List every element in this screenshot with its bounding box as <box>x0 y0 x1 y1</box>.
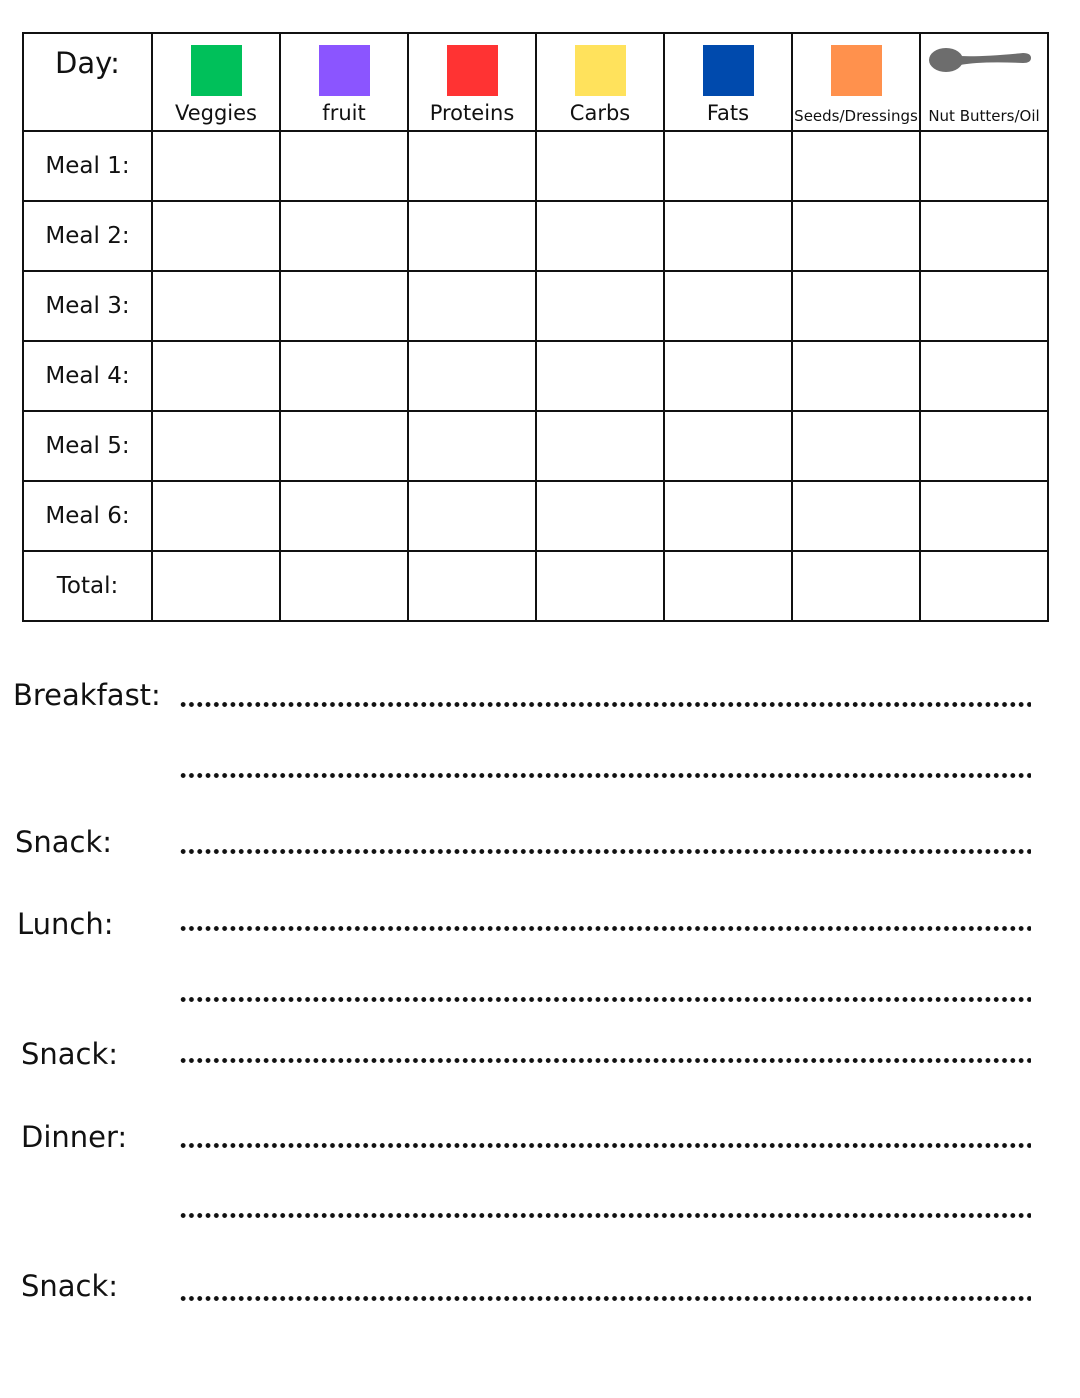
total-cell[interactable] <box>152 551 280 621</box>
snack-label: Snack: <box>21 1269 119 1303</box>
snack-label: Snack: <box>21 1037 119 1071</box>
table-row <box>23 341 1048 411</box>
row-label: Meal 6: <box>23 481 152 551</box>
entry-cell[interactable] <box>792 481 920 551</box>
snack-label: Snack: <box>15 825 113 859</box>
entry-cell[interactable] <box>280 131 408 201</box>
lunch-label: Lunch: <box>17 907 114 941</box>
entry-cell[interactable] <box>280 341 408 411</box>
category-label: Nut Butters/Oil <box>928 107 1040 125</box>
table-row <box>23 411 1048 481</box>
day-cell[interactable] <box>23 33 152 131</box>
snack-line[interactable] <box>179 1058 1031 1063</box>
entry-cell[interactable] <box>664 271 792 341</box>
entry-cell[interactable] <box>792 271 920 341</box>
breakfast-line-2[interactable] <box>179 773 1031 778</box>
entry-cell[interactable] <box>408 341 536 411</box>
entry-cell[interactable] <box>280 411 408 481</box>
table-row <box>23 271 1048 341</box>
total-cell[interactable] <box>536 551 664 621</box>
entry-cell[interactable] <box>408 131 536 201</box>
entry-cell[interactable] <box>152 341 280 411</box>
entry-cell[interactable] <box>280 481 408 551</box>
breakfast-line-1[interactable] <box>179 702 1031 707</box>
entry-cell[interactable] <box>920 411 1048 481</box>
entry-cell[interactable] <box>536 131 664 201</box>
entry-cell[interactable] <box>152 271 280 341</box>
entry-cell[interactable] <box>664 411 792 481</box>
entry-cell[interactable] <box>408 271 536 341</box>
row-label: Total: <box>23 551 152 621</box>
entry-cell[interactable] <box>792 131 920 201</box>
category-fats <box>664 33 792 131</box>
table-row <box>23 481 1048 551</box>
total-cell[interactable] <box>920 551 1048 621</box>
category-label: Seeds/Dressings <box>794 107 918 125</box>
entry-cell[interactable] <box>408 411 536 481</box>
snack-line[interactable] <box>179 849 1031 854</box>
category-veggies <box>152 33 280 131</box>
row-label: Meal 2: <box>23 201 152 271</box>
entry-cell[interactable] <box>280 201 408 271</box>
entry-cell[interactable] <box>408 201 536 271</box>
entry-cell[interactable] <box>920 341 1048 411</box>
entry-cell[interactable] <box>280 271 408 341</box>
entry-cell[interactable] <box>536 411 664 481</box>
day-label: Day: <box>55 46 120 80</box>
total-cell[interactable] <box>792 551 920 621</box>
total-row <box>23 551 1048 621</box>
category-label: Carbs <box>569 101 631 125</box>
total-cell[interactable] <box>664 551 792 621</box>
lunch-line-1[interactable] <box>179 926 1031 931</box>
entry-cell[interactable] <box>152 201 280 271</box>
category-proteins <box>408 33 536 131</box>
entry-cell[interactable] <box>920 131 1048 201</box>
entry-cell[interactable] <box>664 201 792 271</box>
fats-color-swatch <box>703 45 754 96</box>
category-seeds-dressings <box>792 33 920 131</box>
row-label: Meal 4: <box>23 341 152 411</box>
table-header-row <box>23 33 1048 131</box>
carbs-color-swatch <box>575 45 626 96</box>
spoon-icon <box>927 44 1035 80</box>
category-fruit <box>280 33 408 131</box>
proteins-color-swatch <box>447 45 498 96</box>
entry-cell[interactable] <box>152 131 280 201</box>
snack-line[interactable] <box>179 1296 1031 1301</box>
category-label: fruit <box>322 101 366 125</box>
dinner-line-2[interactable] <box>179 1213 1031 1218</box>
entry-cell[interactable] <box>536 201 664 271</box>
category-carbs <box>536 33 664 131</box>
lunch-line-2[interactable] <box>179 997 1031 1002</box>
breakfast-label: Breakfast: <box>13 678 161 712</box>
entry-cell[interactable] <box>536 341 664 411</box>
fruit-color-swatch <box>319 45 370 96</box>
entry-cell[interactable] <box>792 201 920 271</box>
entry-cell[interactable] <box>664 341 792 411</box>
total-cell[interactable] <box>408 551 536 621</box>
entry-cell[interactable] <box>792 411 920 481</box>
veggies-color-swatch <box>191 45 242 96</box>
table-row <box>23 131 1048 201</box>
entry-cell[interactable] <box>152 481 280 551</box>
entry-cell[interactable] <box>920 201 1048 271</box>
entry-cell[interactable] <box>536 271 664 341</box>
entry-cell[interactable] <box>152 411 280 481</box>
entry-cell[interactable] <box>408 481 536 551</box>
table-row <box>23 201 1048 271</box>
category-label: Proteins <box>429 101 515 125</box>
category-label: Veggies <box>174 101 257 125</box>
row-label: Meal 5: <box>23 411 152 481</box>
row-label: Meal 3: <box>23 271 152 341</box>
entry-cell[interactable] <box>664 481 792 551</box>
category-label: Fats <box>706 101 750 125</box>
dinner-line-1[interactable] <box>179 1143 1031 1148</box>
entry-cell[interactable] <box>920 271 1048 341</box>
food-group-tracker-table <box>22 32 1049 622</box>
entry-cell[interactable] <box>920 481 1048 551</box>
entry-cell[interactable] <box>792 341 920 411</box>
entry-cell[interactable] <box>536 481 664 551</box>
seeds-dressings-color-swatch <box>831 45 882 96</box>
row-label: Meal 1: <box>23 131 152 201</box>
category-nut-butters-oil <box>920 33 1048 131</box>
dinner-label: Dinner: <box>21 1120 128 1154</box>
entry-cell[interactable] <box>664 131 792 201</box>
total-cell[interactable] <box>280 551 408 621</box>
